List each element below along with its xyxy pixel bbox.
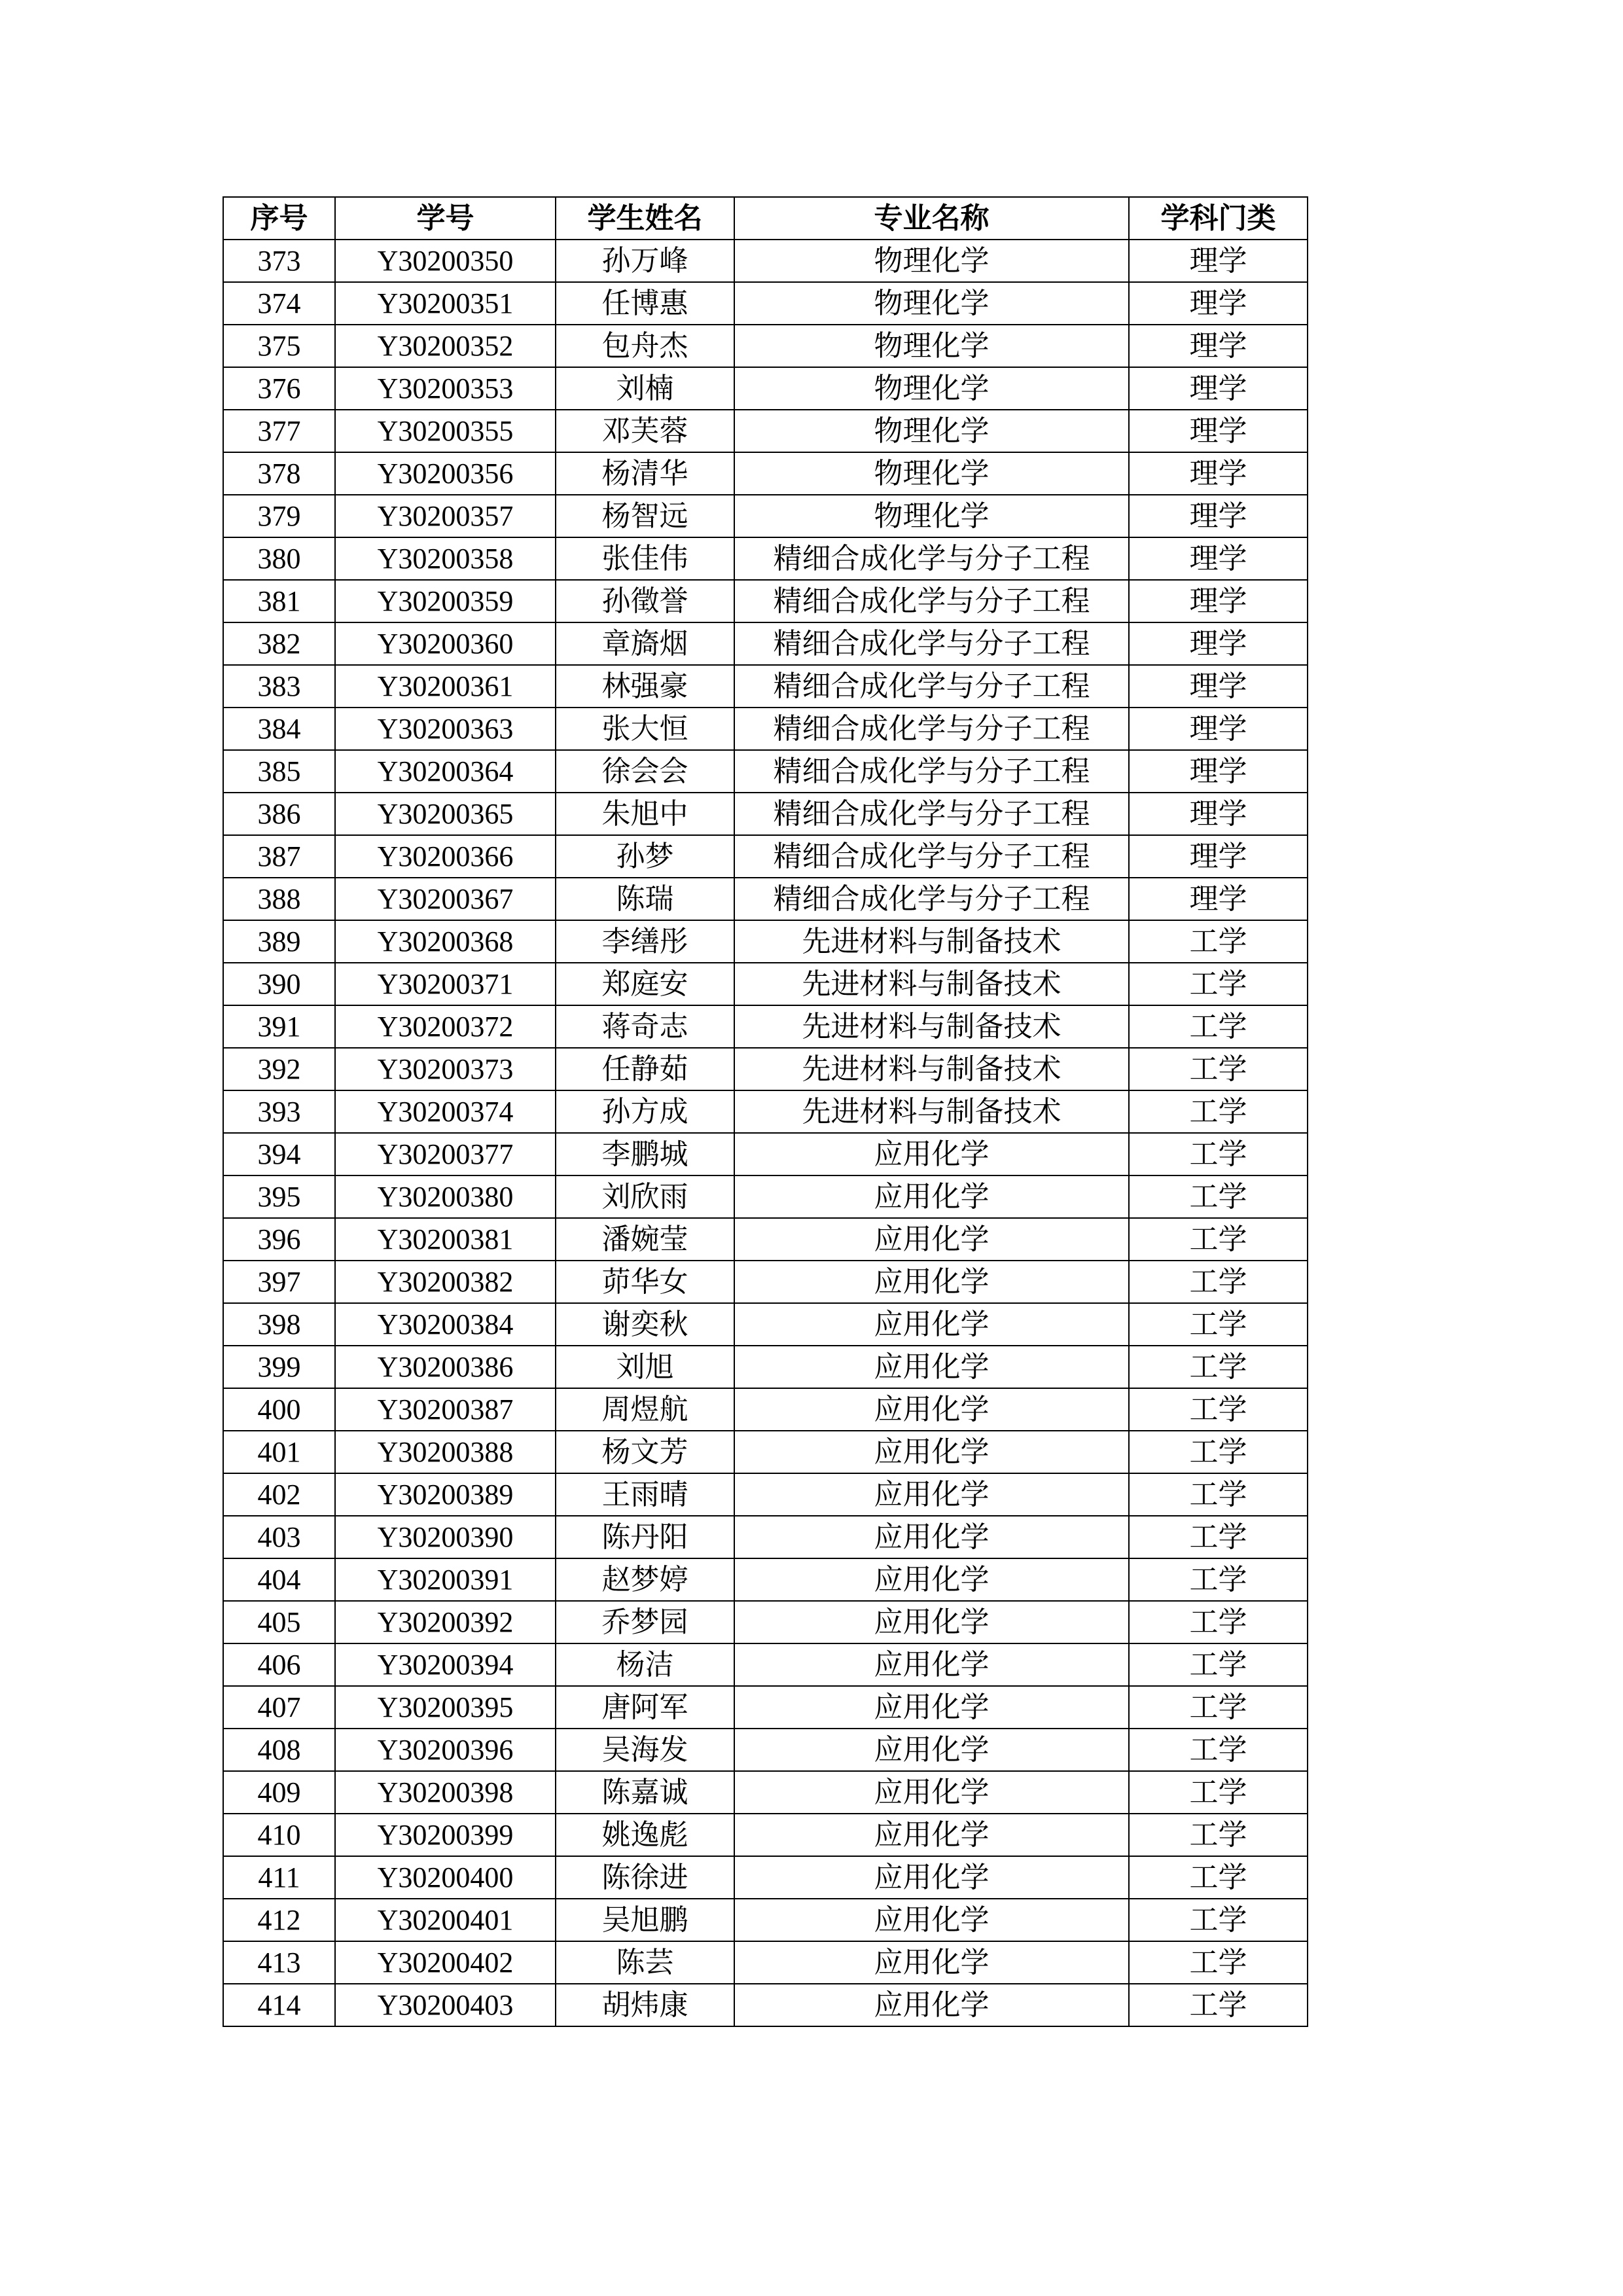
cell-serial-number: 386 xyxy=(223,793,335,835)
cell-major-name: 应用化学 xyxy=(734,1729,1129,1771)
cell-student-name: 乔梦园 xyxy=(556,1601,734,1643)
cell-major-name: 物理化学 xyxy=(734,367,1129,410)
cell-discipline-category: 工学 xyxy=(1129,1771,1308,1814)
cell-discipline-category: 理学 xyxy=(1129,537,1308,580)
cell-serial-number: 414 xyxy=(223,1984,335,2026)
cell-serial-number: 407 xyxy=(223,1686,335,1729)
cell-major-name: 应用化学 xyxy=(734,1814,1129,1856)
cell-student-id: Y30200387 xyxy=(335,1388,556,1431)
cell-student-name: 赵梦婷 xyxy=(556,1558,734,1601)
cell-student-name: 孙方成 xyxy=(556,1090,734,1133)
cell-serial-number: 400 xyxy=(223,1388,335,1431)
cell-student-id: Y30200355 xyxy=(335,410,556,452)
cell-student-name: 包舟杰 xyxy=(556,325,734,367)
cell-student-id: Y30200361 xyxy=(335,665,556,708)
cell-serial-number: 398 xyxy=(223,1303,335,1346)
cell-student-id: Y30200363 xyxy=(335,708,556,750)
cell-major-name: 精细合成化学与分子工程 xyxy=(734,537,1129,580)
cell-discipline-category: 理学 xyxy=(1129,282,1308,325)
cell-student-id: Y30200365 xyxy=(335,793,556,835)
cell-student-id: Y30200372 xyxy=(335,1005,556,1048)
cell-student-name: 陈徐进 xyxy=(556,1856,734,1899)
cell-serial-number: 403 xyxy=(223,1516,335,1558)
cell-major-name: 物理化学 xyxy=(734,410,1129,452)
cell-student-name: 王雨晴 xyxy=(556,1473,734,1516)
cell-student-name: 陈瑞 xyxy=(556,878,734,920)
cell-discipline-category: 工学 xyxy=(1129,1729,1308,1771)
cell-serial-number: 394 xyxy=(223,1133,335,1175)
cell-discipline-category: 工学 xyxy=(1129,1303,1308,1346)
cell-serial-number: 373 xyxy=(223,240,335,282)
cell-discipline-category: 理学 xyxy=(1129,452,1308,495)
table-row xyxy=(223,1133,1308,1175)
cell-serial-number: 391 xyxy=(223,1005,335,1048)
cell-major-name: 先进材料与制备技术 xyxy=(734,963,1129,1005)
cell-discipline-category: 工学 xyxy=(1129,1346,1308,1388)
table-row xyxy=(223,1218,1308,1261)
cell-student-id: Y30200374 xyxy=(335,1090,556,1133)
cell-student-id: Y30200373 xyxy=(335,1048,556,1090)
cell-student-id: Y30200395 xyxy=(335,1686,556,1729)
cell-student-id: Y30200380 xyxy=(335,1175,556,1218)
cell-serial-number: 413 xyxy=(223,1941,335,1984)
table-row xyxy=(223,1686,1308,1729)
cell-student-name: 章旖烟 xyxy=(556,622,734,665)
cell-student-id: Y30200350 xyxy=(335,240,556,282)
cell-discipline-category: 工学 xyxy=(1129,1218,1308,1261)
table-row xyxy=(223,1261,1308,1303)
table-row xyxy=(223,1899,1308,1941)
cell-discipline-category: 工学 xyxy=(1129,963,1308,1005)
cell-student-name: 刘欣雨 xyxy=(556,1175,734,1218)
table-row xyxy=(223,1729,1308,1771)
cell-major-name: 应用化学 xyxy=(734,1899,1129,1941)
cell-serial-number: 402 xyxy=(223,1473,335,1516)
cell-major-name: 应用化学 xyxy=(734,1218,1129,1261)
cell-student-name: 杨洁 xyxy=(556,1643,734,1686)
cell-student-name: 陈丹阳 xyxy=(556,1516,734,1558)
cell-major-name: 应用化学 xyxy=(734,1431,1129,1473)
cell-discipline-category: 理学 xyxy=(1129,495,1308,537)
cell-student-id: Y30200381 xyxy=(335,1218,556,1261)
cell-student-name: 孙万峰 xyxy=(556,240,734,282)
cell-serial-number: 383 xyxy=(223,665,335,708)
cell-student-id: Y30200401 xyxy=(335,1899,556,1941)
cell-discipline-category: 工学 xyxy=(1129,1941,1308,1984)
cell-student-name: 李鹏城 xyxy=(556,1133,734,1175)
cell-major-name: 精细合成化学与分子工程 xyxy=(734,793,1129,835)
cell-student-name: 林强豪 xyxy=(556,665,734,708)
table-row xyxy=(223,1984,1308,2026)
cell-student-id: Y30200358 xyxy=(335,537,556,580)
table-body xyxy=(223,240,1308,2026)
cell-student-name: 朱旭中 xyxy=(556,793,734,835)
table-row xyxy=(223,750,1308,793)
cell-major-name: 应用化学 xyxy=(734,1984,1129,2026)
table-row xyxy=(223,1856,1308,1899)
cell-student-name: 陈芸 xyxy=(556,1941,734,1984)
cell-major-name: 应用化学 xyxy=(734,1303,1129,1346)
cell-student-name: 孙梦 xyxy=(556,835,734,878)
cell-student-id: Y30200394 xyxy=(335,1643,556,1686)
cell-major-name: 精细合成化学与分子工程 xyxy=(734,580,1129,622)
cell-student-id: Y30200356 xyxy=(335,452,556,495)
cell-student-name: 任静茹 xyxy=(556,1048,734,1090)
cell-student-id: Y30200388 xyxy=(335,1431,556,1473)
table-row xyxy=(223,1601,1308,1643)
cell-student-name: 刘旭 xyxy=(556,1346,734,1388)
cell-discipline-category: 工学 xyxy=(1129,1899,1308,1941)
cell-discipline-category: 工学 xyxy=(1129,1601,1308,1643)
cell-major-name: 物理化学 xyxy=(734,495,1129,537)
cell-major-name: 先进材料与制备技术 xyxy=(734,1005,1129,1048)
cell-student-id: Y30200389 xyxy=(335,1473,556,1516)
cell-discipline-category: 工学 xyxy=(1129,1048,1308,1090)
table-row xyxy=(223,537,1308,580)
cell-student-name: 陈嘉诚 xyxy=(556,1771,734,1814)
cell-student-name: 徐会会 xyxy=(556,750,734,793)
cell-major-name: 物理化学 xyxy=(734,240,1129,282)
table-row xyxy=(223,1175,1308,1218)
cell-serial-number: 379 xyxy=(223,495,335,537)
table-row xyxy=(223,325,1308,367)
cell-student-id: Y30200382 xyxy=(335,1261,556,1303)
cell-student-id: Y30200351 xyxy=(335,282,556,325)
cell-serial-number: 381 xyxy=(223,580,335,622)
cell-discipline-category: 理学 xyxy=(1129,367,1308,410)
cell-major-name: 精细合成化学与分子工程 xyxy=(734,622,1129,665)
cell-serial-number: 380 xyxy=(223,537,335,580)
cell-student-id: Y30200399 xyxy=(335,1814,556,1856)
cell-major-name: 应用化学 xyxy=(734,1601,1129,1643)
cell-serial-number: 408 xyxy=(223,1729,335,1771)
cell-serial-number: 409 xyxy=(223,1771,335,1814)
cell-major-name: 先进材料与制备技术 xyxy=(734,1048,1129,1090)
cell-student-id: Y30200391 xyxy=(335,1558,556,1601)
cell-serial-number: 375 xyxy=(223,325,335,367)
table-row xyxy=(223,793,1308,835)
cell-student-id: Y30200371 xyxy=(335,963,556,1005)
cell-major-name: 应用化学 xyxy=(734,1558,1129,1601)
cell-student-id: Y30200384 xyxy=(335,1303,556,1346)
cell-major-name: 物理化学 xyxy=(734,325,1129,367)
table-row xyxy=(223,1431,1308,1473)
cell-serial-number: 388 xyxy=(223,878,335,920)
cell-serial-number: 385 xyxy=(223,750,335,793)
cell-major-name: 应用化学 xyxy=(734,1941,1129,1984)
cell-serial-number: 389 xyxy=(223,920,335,963)
header-discipline-category: 学科门类 xyxy=(1129,197,1308,240)
cell-serial-number: 395 xyxy=(223,1175,335,1218)
cell-student-name: 周煜航 xyxy=(556,1388,734,1431)
cell-major-name: 精细合成化学与分子工程 xyxy=(734,708,1129,750)
cell-student-id: Y30200386 xyxy=(335,1346,556,1388)
cell-student-id: Y30200377 xyxy=(335,1133,556,1175)
cell-major-name: 应用化学 xyxy=(734,1771,1129,1814)
table-row xyxy=(223,1941,1308,1984)
cell-discipline-category: 理学 xyxy=(1129,325,1308,367)
cell-major-name: 应用化学 xyxy=(734,1388,1129,1431)
header-major-name: 专业名称 xyxy=(734,197,1129,240)
cell-student-id: Y30200403 xyxy=(335,1984,556,2026)
cell-discipline-category: 理学 xyxy=(1129,240,1308,282)
cell-student-name: 胡炜康 xyxy=(556,1984,734,2026)
cell-student-id: Y30200360 xyxy=(335,622,556,665)
cell-student-name: 杨清华 xyxy=(556,452,734,495)
cell-student-id: Y30200402 xyxy=(335,1941,556,1984)
cell-serial-number: 404 xyxy=(223,1558,335,1601)
cell-student-id: Y30200392 xyxy=(335,1601,556,1643)
cell-student-name: 蒋奇志 xyxy=(556,1005,734,1048)
table-row xyxy=(223,835,1308,878)
cell-student-name: 李缮彤 xyxy=(556,920,734,963)
cell-major-name: 先进材料与制备技术 xyxy=(734,1090,1129,1133)
header-student-id: 学号 xyxy=(335,197,556,240)
cell-major-name: 物理化学 xyxy=(734,452,1129,495)
cell-student-id: Y30200367 xyxy=(335,878,556,920)
cell-serial-number: 397 xyxy=(223,1261,335,1303)
cell-discipline-category: 工学 xyxy=(1129,1133,1308,1175)
cell-serial-number: 384 xyxy=(223,708,335,750)
cell-student-name: 邓芙蓉 xyxy=(556,410,734,452)
cell-student-name: 姚逸彪 xyxy=(556,1814,734,1856)
cell-student-id: Y30200359 xyxy=(335,580,556,622)
cell-discipline-category: 工学 xyxy=(1129,1175,1308,1218)
table-row xyxy=(223,878,1308,920)
cell-serial-number: 412 xyxy=(223,1899,335,1941)
cell-discipline-category: 工学 xyxy=(1129,1814,1308,1856)
cell-discipline-category: 工学 xyxy=(1129,1473,1308,1516)
table-row xyxy=(223,580,1308,622)
table-row xyxy=(223,1090,1308,1133)
cell-discipline-category: 理学 xyxy=(1129,410,1308,452)
table-row xyxy=(223,282,1308,325)
cell-serial-number: 406 xyxy=(223,1643,335,1686)
table-row xyxy=(223,367,1308,410)
cell-student-id: Y30200353 xyxy=(335,367,556,410)
cell-major-name: 应用化学 xyxy=(734,1261,1129,1303)
cell-student-id: Y30200364 xyxy=(335,750,556,793)
cell-student-name: 郑庭安 xyxy=(556,963,734,1005)
table-row xyxy=(223,708,1308,750)
cell-student-name: 茆华女 xyxy=(556,1261,734,1303)
cell-serial-number: 393 xyxy=(223,1090,335,1133)
cell-major-name: 精细合成化学与分子工程 xyxy=(734,878,1129,920)
table-row xyxy=(223,1048,1308,1090)
table-row xyxy=(223,1005,1308,1048)
cell-serial-number: 376 xyxy=(223,367,335,410)
cell-discipline-category: 工学 xyxy=(1129,1558,1308,1601)
cell-student-name: 杨文芳 xyxy=(556,1431,734,1473)
cell-student-id: Y30200390 xyxy=(335,1516,556,1558)
cell-major-name: 应用化学 xyxy=(734,1346,1129,1388)
cell-discipline-category: 工学 xyxy=(1129,1984,1308,2026)
table-header-row xyxy=(223,197,1308,240)
cell-serial-number: 405 xyxy=(223,1601,335,1643)
table-row xyxy=(223,622,1308,665)
cell-student-name: 潘婉莹 xyxy=(556,1218,734,1261)
cell-student-name: 谢奕秋 xyxy=(556,1303,734,1346)
cell-discipline-category: 理学 xyxy=(1129,750,1308,793)
cell-major-name: 应用化学 xyxy=(734,1133,1129,1175)
cell-student-id: Y30200352 xyxy=(335,325,556,367)
cell-major-name: 应用化学 xyxy=(734,1686,1129,1729)
cell-discipline-category: 理学 xyxy=(1129,580,1308,622)
table-row xyxy=(223,240,1308,282)
cell-discipline-category: 工学 xyxy=(1129,1261,1308,1303)
cell-student-id: Y30200398 xyxy=(335,1771,556,1814)
cell-major-name: 应用化学 xyxy=(734,1175,1129,1218)
cell-discipline-category: 理学 xyxy=(1129,878,1308,920)
cell-serial-number: 401 xyxy=(223,1431,335,1473)
cell-serial-number: 399 xyxy=(223,1346,335,1388)
cell-serial-number: 378 xyxy=(223,452,335,495)
cell-major-name: 精细合成化学与分子工程 xyxy=(734,665,1129,708)
header-serial-number: 序号 xyxy=(223,197,335,240)
table-row xyxy=(223,1473,1308,1516)
table-row xyxy=(223,1388,1308,1431)
cell-student-name: 吴旭鹏 xyxy=(556,1899,734,1941)
table-row xyxy=(223,1643,1308,1686)
cell-student-name: 刘楠 xyxy=(556,367,734,410)
cell-discipline-category: 工学 xyxy=(1129,1686,1308,1729)
table-row xyxy=(223,1303,1308,1346)
cell-discipline-category: 工学 xyxy=(1129,920,1308,963)
student-roster-table xyxy=(223,196,1308,2027)
cell-student-name: 吴海发 xyxy=(556,1729,734,1771)
cell-serial-number: 392 xyxy=(223,1048,335,1090)
table-row xyxy=(223,1516,1308,1558)
cell-serial-number: 390 xyxy=(223,963,335,1005)
header-student-name: 学生姓名 xyxy=(556,197,734,240)
table-row xyxy=(223,1346,1308,1388)
table-row xyxy=(223,1558,1308,1601)
cell-student-name: 张大恒 xyxy=(556,708,734,750)
cell-student-id: Y30200357 xyxy=(335,495,556,537)
cell-serial-number: 410 xyxy=(223,1814,335,1856)
cell-student-id: Y30200366 xyxy=(335,835,556,878)
cell-serial-number: 374 xyxy=(223,282,335,325)
cell-student-id: Y30200396 xyxy=(335,1729,556,1771)
cell-serial-number: 411 xyxy=(223,1856,335,1899)
cell-discipline-category: 理学 xyxy=(1129,793,1308,835)
cell-discipline-category: 工学 xyxy=(1129,1856,1308,1899)
cell-discipline-category: 工学 xyxy=(1129,1388,1308,1431)
cell-discipline-category: 工学 xyxy=(1129,1516,1308,1558)
table-row xyxy=(223,920,1308,963)
cell-discipline-category: 理学 xyxy=(1129,835,1308,878)
cell-major-name: 应用化学 xyxy=(734,1473,1129,1516)
cell-serial-number: 377 xyxy=(223,410,335,452)
cell-major-name: 应用化学 xyxy=(734,1516,1129,1558)
table-row xyxy=(223,1771,1308,1814)
cell-discipline-category: 工学 xyxy=(1129,1090,1308,1133)
cell-student-name: 杨智远 xyxy=(556,495,734,537)
table-row xyxy=(223,665,1308,708)
table-row xyxy=(223,963,1308,1005)
table-row xyxy=(223,1814,1308,1856)
cell-discipline-category: 工学 xyxy=(1129,1005,1308,1048)
table-row xyxy=(223,410,1308,452)
cell-major-name: 精细合成化学与分子工程 xyxy=(734,750,1129,793)
cell-discipline-category: 理学 xyxy=(1129,665,1308,708)
cell-student-id: Y30200400 xyxy=(335,1856,556,1899)
cell-student-name: 任博惠 xyxy=(556,282,734,325)
cell-discipline-category: 理学 xyxy=(1129,622,1308,665)
cell-student-name: 张佳伟 xyxy=(556,537,734,580)
cell-discipline-category: 工学 xyxy=(1129,1643,1308,1686)
cell-serial-number: 396 xyxy=(223,1218,335,1261)
table-row xyxy=(223,452,1308,495)
cell-discipline-category: 理学 xyxy=(1129,708,1308,750)
table-row xyxy=(223,495,1308,537)
cell-student-name: 唐阿军 xyxy=(556,1686,734,1729)
cell-major-name: 精细合成化学与分子工程 xyxy=(734,835,1129,878)
cell-serial-number: 387 xyxy=(223,835,335,878)
cell-major-name: 应用化学 xyxy=(734,1856,1129,1899)
cell-student-id: Y30200368 xyxy=(335,920,556,963)
cell-major-name: 先进材料与制备技术 xyxy=(734,920,1129,963)
cell-student-name: 孙徵誉 xyxy=(556,580,734,622)
cell-major-name: 物理化学 xyxy=(734,282,1129,325)
cell-serial-number: 382 xyxy=(223,622,335,665)
cell-discipline-category: 工学 xyxy=(1129,1431,1308,1473)
cell-major-name: 应用化学 xyxy=(734,1643,1129,1686)
